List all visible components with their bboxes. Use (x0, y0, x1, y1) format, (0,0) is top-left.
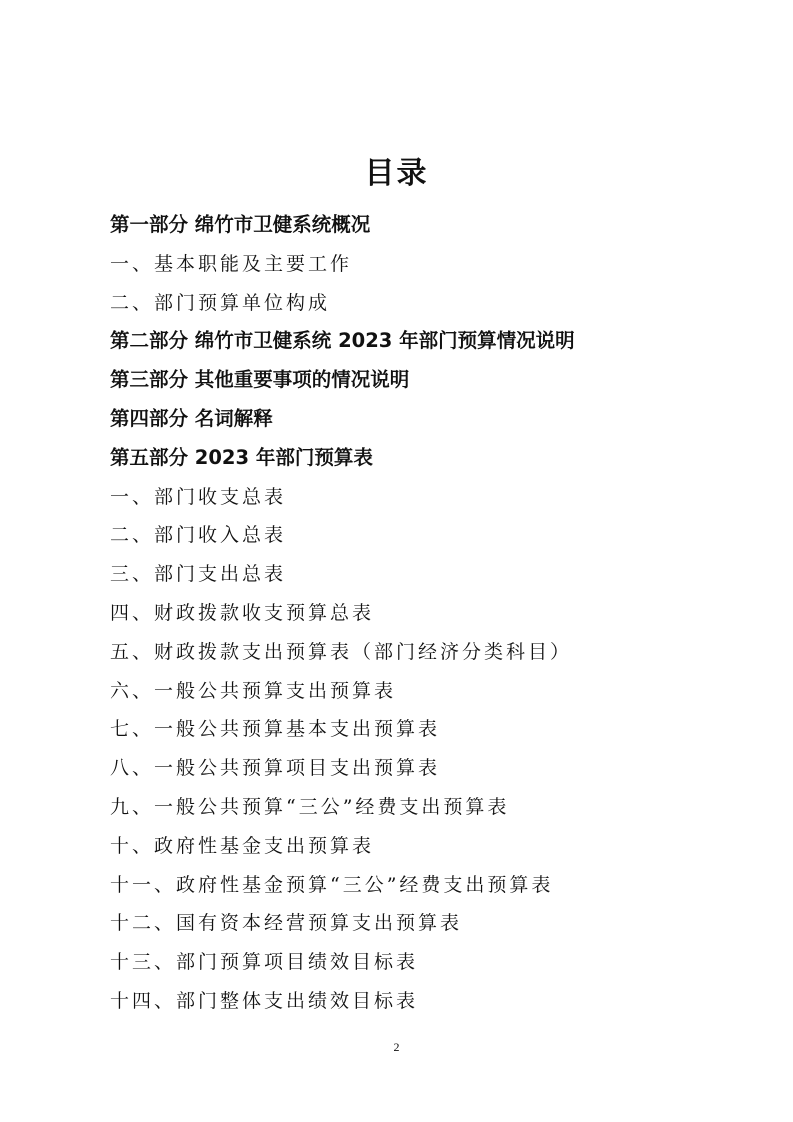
toc-entry-5-1[interactable]: 一、部门收支总表 (110, 485, 287, 508)
table-of-contents (110, 206, 710, 1021)
toc-entry-5-6[interactable]: 六、一般公共预算支出预算表 (110, 679, 397, 702)
toc-entry-1-1[interactable]: 一、基本职能及主要工作 (110, 252, 353, 275)
page-title: 目录 (364, 156, 429, 191)
toc-entry-5-12[interactable]: 十二、国有资本经营预算支出预算表 (110, 912, 463, 935)
toc-entry-5-4[interactable]: 四、财政拨款收支预算总表 (110, 601, 375, 624)
toc-entry-part-3[interactable]: 第三部分 其他重要事项的情况说明 (110, 368, 410, 392)
toc-entry-5-7[interactable]: 七、一般公共预算基本支出预算表 (110, 718, 441, 741)
toc-entry-1-2[interactable]: 二、部门预算单位构成 (110, 291, 331, 314)
toc-entry-5-3[interactable]: 三、部门支出总表 (110, 563, 287, 586)
toc-entry-5-14[interactable]: 十四、部门整体支出绩效目标表 (110, 989, 419, 1012)
toc-entry-5-9[interactable]: 九、一般公共预算“三公”经费支出预算表 (110, 795, 510, 818)
toc-entry-5-2[interactable]: 二、部门收入总表 (110, 524, 287, 547)
toc-entry-part-4[interactable]: 第四部分 名词解释 (110, 406, 273, 430)
toc-entry-part-2[interactable]: 第二部分 绵竹市卫健系统 2023 年部门预算情况说明 (110, 329, 575, 353)
toc-entry-5-13[interactable]: 十三、部门预算项目绩效目标表 (110, 951, 419, 974)
toc-entry-part-5[interactable]: 第五部分 2023 年部门预算表 (110, 445, 373, 469)
toc-entry-5-8[interactable]: 八、一般公共预算项目支出预算表 (110, 757, 441, 780)
toc-entry-5-11[interactable]: 十一、政府性基金预算“三公”经费支出预算表 (110, 873, 554, 896)
toc-entry-part-1[interactable]: 第一部分 绵竹市卫健系统概况 (110, 213, 371, 236)
toc-entry-5-10[interactable]: 十、政府性基金支出预算表 (110, 834, 375, 857)
page-number: 2 (393, 1040, 400, 1054)
toc-entry-5-5[interactable]: 五、财政拨款支出预算表（部门经济分类科目） (110, 640, 573, 663)
